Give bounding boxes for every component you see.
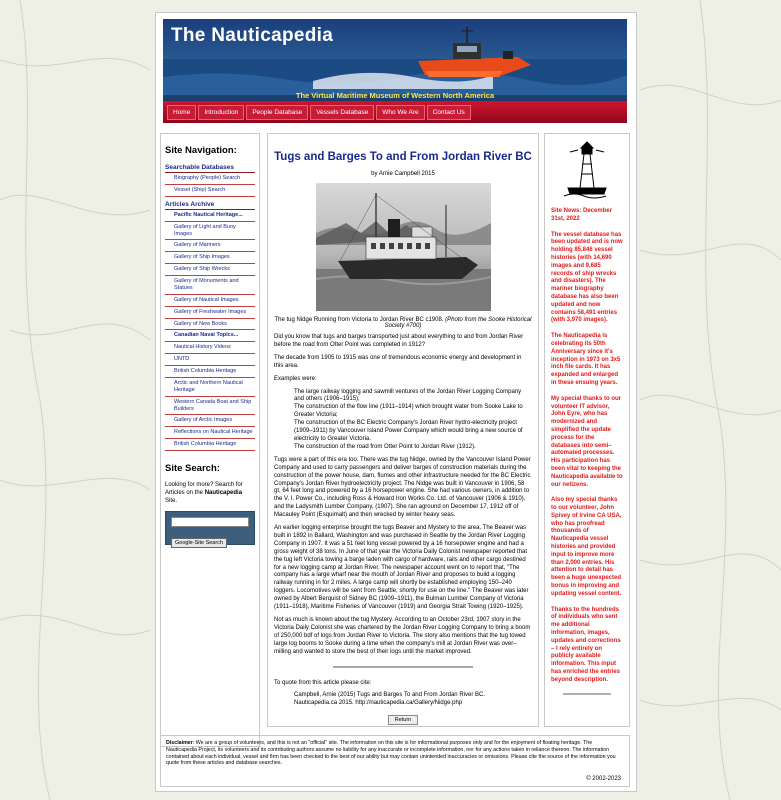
right-sidebar [544, 133, 630, 727]
page-container [155, 12, 637, 792]
sidebar-item-reflections[interactable]: Reflections on Nautical Heritage [165, 427, 255, 439]
sidebar-item-biography-search[interactable]: Biography (People) Search [165, 173, 255, 185]
sidebar-item-light-buoy[interactable]: Gallery of Light and Buoy Images [165, 222, 255, 241]
sidebar-item-arctic-images[interactable]: Gallery of Arctic Images [165, 415, 255, 427]
sidebar-item-monuments[interactable]: Gallery of Monuments and Statues [165, 276, 255, 295]
google-search-button[interactable]: Google-Site Search [171, 538, 227, 548]
site-tagline: The Virtual Maritime Museum of Western North America [295, 91, 495, 100]
news-item: My special thanks to our volunteer IT advisor, John Eyre, who has modernized and simplified the update process for the databases into semi–automated processes. His participation has been vital to keeping the Nauticapedia available to our netizens. [551, 395, 623, 488]
sidebar-item-mariners[interactable]: Gallery of Mariners [165, 240, 255, 252]
citation-line-2: Nauticapedia.ca 2015. http://nauticapedia.ca/Gallery/Nidge.php [294, 700, 463, 707]
article-paragraph-3: Examples were: [274, 375, 317, 382]
search-input[interactable] [171, 517, 249, 527]
example-item: The construction of the road from Otter Point to Jordan River (1912). [294, 443, 476, 450]
sidebar-item-untd[interactable]: UNTD [165, 354, 255, 366]
top-nav [163, 101, 627, 123]
article-paragraph-5: An earlier logging enterprise brought the tugs Beaver and Mystery to the area. The Beaver was built in 1892 in Ballard, Washington and was purchased in Seattle by the Jordan River Logging Company in 1907. It was a 51 feet long vessel powered by a 16 horsepower engine and had a gross weight of 38 tons. In June of that year the Victoria Daily Colonist newspaper reported that the tug left Victoria towing a barge laden with cargo of hardware, rails and other cargo destined for a new logging camp at Jordan River. The newspaper account went on to report that, "The company has a large wharf near the mouth of Jordan River and proposes to build a logging railway running in for 2 miles. A large camp will shortly be established employing 150–240 loggers. Locomotives will be sent from Seattle, shortly for use on the line." The Beaver was later owned by Albert Berquist of Sidney BC (1909–1911), the Bulman Lumber Company of Victoria (1911–1918), Maritime Fisheries of Vancouver (1919) and Georgia Strait Towing (1920–1925). [274, 525, 529, 611]
sidebar-item-pacific-heritage[interactable]: Pacific Nautical Heritage... [165, 210, 255, 222]
news-divider [563, 693, 611, 695]
examples-list [294, 389, 532, 452]
sidebar-item-naval-topics[interactable]: Canadian Naval Topics... [165, 330, 255, 342]
nav-vessels-database[interactable]: Vessels Database [310, 105, 374, 120]
sidebar-heading: Site Navigation: [165, 145, 237, 156]
lighthouse-logo-icon [560, 138, 614, 200]
nav-who-we-are[interactable]: Who We Are [376, 105, 424, 120]
article-paragraph-4: Tugs were a part of this era too. There was the tug Nidge, owned by the Vancouver Island Power Company and used to carry passengers and deliver barges of construction materials during the construction of the power house, dam, flumes and other infrastructure needed for the BC Electric Company's Jordan River hydroelectricity project. The Nidge was built in Vancouver in 1906, 58 gt, 64 feet long and powered by a 16 horsepower engine. She had various owners, in addition to the V. I. Power Co., including Ross & Howard Iron Works Co. Ltd. of Vancouver (1906 & 1910), and the Ladysmith Lumber Company, (1907). She ran aground on December 17, 1912 off of Macauley Point (Esquimalt) and then wrecked by winter heavy seas. [274, 456, 531, 519]
article-paragraph-2: The decade from 1905 to 1915 was one of tremendous economic energy and development in this area. [274, 354, 522, 369]
news-item: The Nauticapedia is celebrating its 50th Anniversary since it's inception in 1973 on 3x5 inch file cards. It has expanded and enlarged in these ensuing years. [551, 333, 621, 386]
news-item: The vessel database has been updated and is now holding 85,846 vessel histories (with 14,690 images and 9,685 records of ship wrecks and disasters). The mariner biography database has also been updated and now contains 58,491 entries (with 3,970 images). [551, 231, 623, 324]
disclaimer: Disclaimer: We are a group of volunteers, and this is not an "official" site. The information on this site is for informational purposes only and for the enjoyment of floating heritage. The Nauticapedia Project, its volunteers and its contributing authors assume no liability for any inaccurate or incomplete information, nor for any actions taken in reliance thereon. The information contained about each individual, vessel and firm has been checked to the best of our ability but may contain unintended inaccuracies or omissions. Please cite the source of the information you quote from these articles and database searches. [166, 740, 616, 767]
sidebar-item-new-books[interactable]: Gallery of New Books [165, 319, 255, 331]
nav-home[interactable]: Home [167, 105, 196, 120]
nav-introduction[interactable]: Introduction [198, 105, 244, 120]
nav-contact-us[interactable]: Contact Us [427, 105, 471, 120]
footer [160, 735, 630, 787]
sidebar-item-nautical-images[interactable]: Gallery of Nautical Images [165, 295, 255, 307]
divider [333, 666, 473, 668]
example-item: The construction of the flow line (1911–1914) which brought water from Sooke Lake to Greater Victoria; [294, 404, 523, 419]
sidebar-item-ship-images[interactable]: Gallery of Ship Images [165, 252, 255, 264]
article-byline: by Arnie Campbell 2015 [371, 171, 435, 177]
example-item: The construction of the BC Electric Company's Jordan River hydro-electricity project (1909–1911) by Vancouver Island Power Company which would bring a new source of electricity to Greater Victoria. [294, 420, 523, 442]
sidebar-section-articles[interactable]: Articles Archive [165, 201, 255, 210]
site-banner [163, 19, 627, 123]
sidebar-item-bc-heritage[interactable]: British Columbia Heritage [165, 366, 255, 378]
sidebar-item-bc-heritage-2[interactable]: British Columbia Heritage [165, 439, 255, 451]
article-paragraph-1: Did you know that tugs and barges transported just about everything to and from Jordan River before the road from Otter Point was completed in 1912? [274, 334, 524, 348]
sidebar-item-arctic-heritage[interactable]: Arctic and Northern Nautical Heritage [165, 378, 255, 397]
sidebar-section-databases[interactable]: Searchable Databases [165, 164, 255, 173]
sidebar-item-boat-builders[interactable]: Western Canada Boat and Ship Builders [165, 397, 255, 416]
left-sidebar [160, 133, 260, 747]
article-paragraph-6: Not as much is known about the tug Mystery. According to an October 23rd, 1907 story in the Victoria Daily Colonist she was chartered by the Jordan River Logging Company to bring a boom of 250,000 bdf of logs from Jordan River to Victoria. The story also mentions that the tug towed large log booms to Sooke during a time when the company's mill at Jordan River was over–milling and wanted to store the best of their logs until the market improved. [274, 617, 531, 655]
citation-line-1: Campbell, Arnie (2015) Tugs and Barges To and From Jordan River BC. [294, 692, 485, 699]
site-title[interactable]: The Nauticapedia [171, 25, 334, 46]
search-description: Looking for more? Search for Articles on the Nauticapedia Site. [165, 482, 243, 504]
news-heading: Site News: December 31st, 2022 [551, 208, 613, 222]
search-box [165, 511, 255, 545]
quote-intro: To quote from this article please cite: [274, 679, 372, 686]
search-heading: Site Search: [165, 463, 220, 474]
news-item: Also my special thanks to our volunteer, John Spivey of Irvine CA USA, who has proofread thousands of Nauticapedia vessel histories and provided input to improve more than 2,000 entries. His attention to detail has been a huge unexpected bonus in improving and updating vessel content. [551, 497, 622, 597]
nav-people-database[interactable]: People Database [246, 105, 308, 120]
news-item: Thanks to the hundreds of individuals who sent me additional information, images, updates and corrections – I rely entirely on publicly available information. This input has enriched the entries beyond description. [551, 606, 621, 683]
sidebar-item-vessel-search[interactable]: Vessel (Ship) Search [165, 185, 255, 197]
sidebar-item-ship-wrecks[interactable]: Gallery of Ship Wrecks [165, 264, 255, 276]
sidebar-item-freshwater[interactable]: Gallery of Freshwater Images [165, 307, 255, 319]
return-button[interactable]: Return [388, 715, 418, 725]
example-item: The large railway logging and sawmill ventures of the Jordan River Logging Company and others (1906–1915); [294, 388, 522, 403]
photo-caption: The tug Nidge Running from Victoria to Jordan River BC c1908. (Photo from the Sooke Historical Society #700) [274, 317, 532, 329]
copyright: © 2002-2023 [586, 776, 621, 782]
article-title: Tugs and Barges To and From Jordan River BC [274, 151, 532, 163]
article-main [267, 133, 539, 727]
sidebar-item-videos[interactable]: Nautical History Videos [165, 342, 255, 354]
citation [294, 692, 532, 708]
tugboat-photo [316, 183, 491, 311]
